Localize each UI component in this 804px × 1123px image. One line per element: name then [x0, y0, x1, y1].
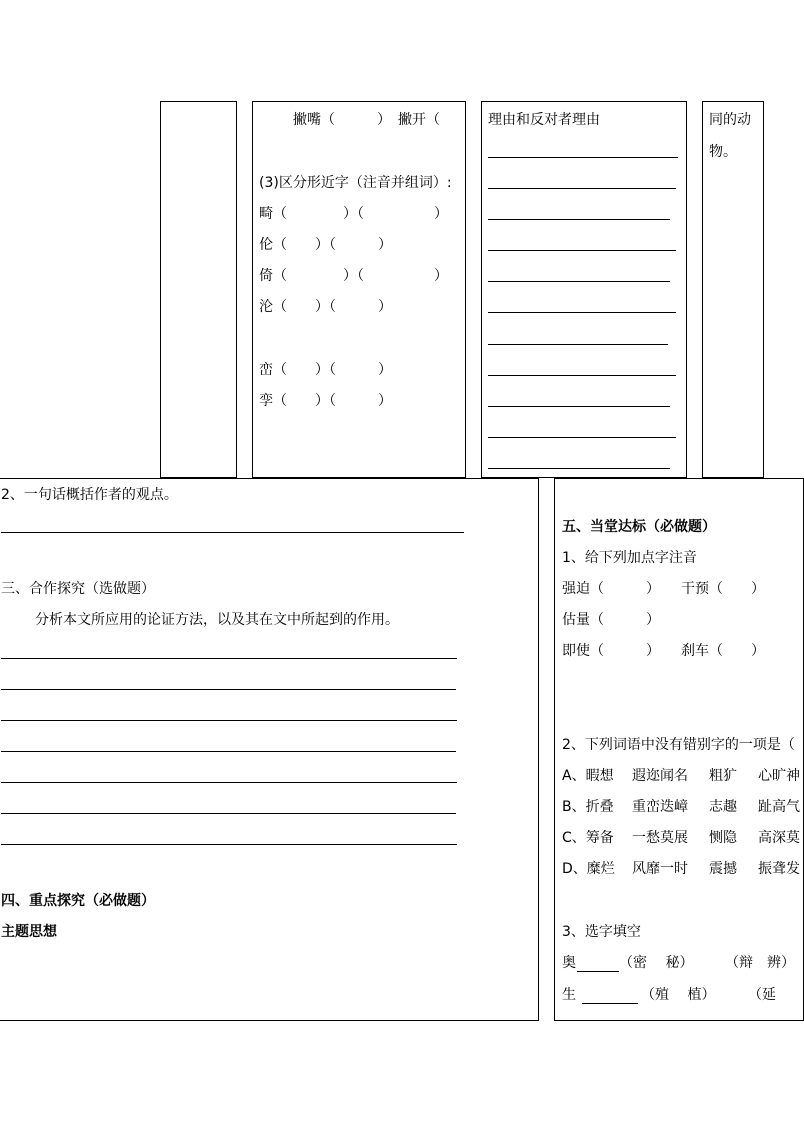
fill-1-extra: （辩 辨）	[725, 955, 795, 971]
answer-line	[488, 375, 676, 376]
pinyin-item: 强迫（ ）	[562, 581, 660, 597]
question-3-prompt: 3、选字填空	[562, 924, 641, 940]
option-c-word2: 一愁莫展	[632, 830, 688, 846]
answer-line	[1, 782, 457, 783]
char-row: 峦（ ）（ ）	[259, 362, 392, 378]
section-4-subtitle: 主题思想	[1, 924, 57, 940]
pinyin-item: 估量（ ）	[562, 612, 660, 628]
option-b-word1: B、折叠	[562, 799, 614, 815]
answer-line	[1, 658, 457, 659]
answer-line	[488, 250, 676, 251]
answer-line	[488, 157, 678, 158]
pinyin-item: 即使（ ）	[562, 643, 660, 659]
char-row: 畸（ ）（ ）	[259, 206, 448, 222]
answer-line	[1, 689, 456, 690]
answer-line	[488, 188, 676, 189]
animals-text-line1: 同的动	[709, 112, 751, 128]
shape-similar-heading: (3)区分形近字（注音并组词）:	[259, 175, 452, 191]
char-row: 倚（ ）（ ）	[259, 268, 448, 284]
option-a-word2: 遐迩闻名	[632, 768, 688, 784]
pinyin-item: 刹车（ ）	[681, 643, 765, 659]
vocabulary-box	[252, 101, 466, 478]
char-row: 孪（ ）（ ）	[259, 393, 392, 409]
answer-line	[1, 751, 456, 752]
reasons-box	[481, 101, 687, 478]
pinyin-item: 干预（ ）	[681, 581, 765, 597]
section-4-title: 四、重点探究（必做题）	[1, 893, 155, 909]
answer-line	[488, 468, 670, 469]
char-row: 沦（ ）（ ）	[259, 299, 392, 315]
option-a-word1: A、暇想	[562, 768, 614, 784]
fill-1-char: 奥	[562, 955, 576, 971]
section-3-prompt: 分析本文所应用的论证方法，以及其在文中所起到的作用。	[35, 612, 399, 628]
option-d-word1: D、糜烂	[562, 861, 615, 877]
answer-line	[488, 281, 670, 282]
fill-2-char: 生	[562, 987, 576, 1003]
fill-blank-line	[582, 1003, 638, 1004]
fill-blank-line	[577, 971, 619, 972]
question-1-prompt: 1、给下列加点字注音	[562, 550, 697, 566]
section-5-title: 五、当堂达标（必做题）	[562, 519, 716, 535]
option-b-word3: 志趣	[709, 799, 737, 815]
animals-text-line2: 物。	[709, 144, 737, 160]
empty-column-box	[160, 101, 237, 478]
option-d-word3: 震撼	[709, 861, 737, 877]
char-row: 伦（ ）（ ）	[259, 237, 392, 253]
animals-box	[702, 101, 764, 478]
fill-2-choices: （殖 植）	[641, 987, 716, 1003]
option-a-word3: 粗犷	[709, 768, 737, 784]
option-b-word2: 重峦迭嶂	[632, 799, 688, 815]
fill-2-extra: （延	[748, 987, 790, 1003]
right-section-box	[554, 478, 804, 1021]
answer-line	[1, 720, 457, 721]
pie-words-line: 撇嘴（ ） 撇开（	[293, 112, 440, 128]
option-a-word4: 心旷神	[758, 768, 800, 784]
answer-line	[1, 532, 464, 533]
reasons-heading: 理由和反对者理由	[488, 112, 600, 128]
answer-line	[488, 406, 670, 407]
left-section-box	[0, 478, 539, 1021]
answer-line	[1, 813, 456, 814]
answer-line	[488, 219, 670, 220]
option-d-word4: 振聋发	[758, 861, 800, 877]
option-b-word4: 趾高气	[758, 799, 800, 815]
answer-line	[488, 312, 676, 313]
option-c-word4: 高深莫	[758, 830, 800, 846]
option-d-word2: 风靡一时	[632, 861, 688, 877]
option-c-word3: 恻隐	[709, 830, 737, 846]
question-2-prompt: 2、下列词语中没有错别字的一项是（	[562, 737, 795, 753]
section-3-title: 三、合作探究（选做题）	[1, 581, 155, 597]
answer-line	[488, 344, 668, 345]
answer-line	[1, 844, 457, 845]
fill-1-choices: （密 秘）	[619, 955, 694, 971]
answer-line	[488, 437, 676, 438]
option-c-word1: C、筹备	[562, 830, 614, 846]
question-2-summary: 2、一句话概括作者的观点。	[1, 487, 178, 503]
